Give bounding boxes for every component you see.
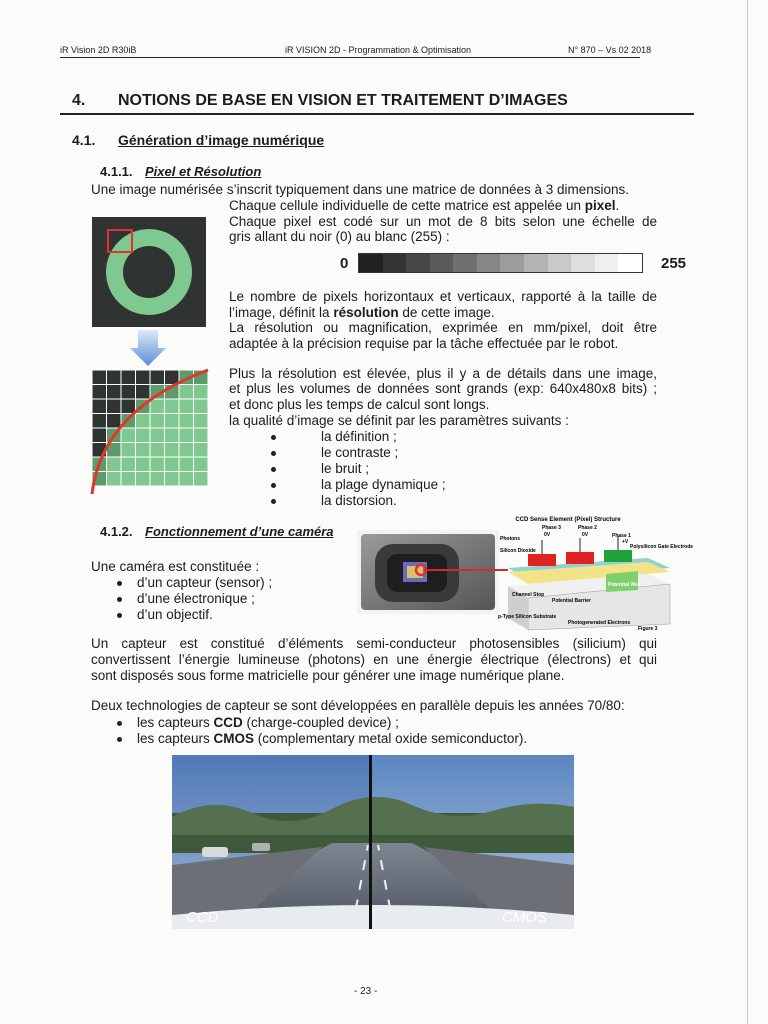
pixel-cell: [179, 399, 194, 414]
header-rule: [60, 57, 640, 58]
chapter-rule: [60, 113, 694, 115]
cmos-label: CMOS: [502, 909, 547, 926]
section-title: Génération d’image numérique: [118, 132, 325, 148]
pixel-cell: [194, 385, 209, 400]
pixel-cell: [136, 428, 151, 443]
bullet: [117, 721, 122, 726]
pixel-cell: [165, 472, 180, 487]
ccd-label: CCD: [186, 909, 219, 926]
pixel-cell: [121, 472, 136, 487]
pixel-cell: [194, 472, 209, 487]
pixel-cell: [165, 399, 180, 414]
pixel-cell: [165, 428, 180, 443]
ccd-potential-barrier: Potential Barrier: [552, 598, 591, 604]
ccd-figure: Figure 3: [638, 626, 658, 632]
pixel-cell: [150, 428, 165, 443]
connector-line: [424, 569, 508, 571]
sub2-p1-l2: convertissent l’énergie lumineuse (photons) en une énergie électrique (électrons) et qui: [91, 652, 657, 667]
bullet: [117, 737, 122, 742]
zoom-arrow-icon: [130, 330, 166, 366]
pixel-cell: [121, 457, 136, 472]
param-item: le contraste ;: [321, 445, 399, 460]
ccd-phase1: Phase 1: [612, 533, 631, 539]
part-item: d’un objectif.: [137, 607, 213, 622]
part-item: d’un capteur (sensor) ;: [137, 575, 273, 590]
pixel-cell: [179, 385, 194, 400]
pixel-cell: [107, 414, 122, 429]
page-edge: [747, 0, 748, 1024]
pixel-cell: [165, 414, 180, 429]
chapter-number: 4.: [72, 92, 86, 109]
sub1-title: Pixel et Résolution: [145, 164, 262, 179]
tech-item-cmos: les capteurs CMOS (complementary metal oxide semiconductor).: [137, 731, 528, 746]
pixel-cell: [92, 399, 107, 414]
ccd-channel-stop: Channel Stop: [512, 592, 545, 598]
pixel-cell: [194, 443, 209, 458]
sub1-p3-l1: La résolution ou magnification, exprimée en mm/pixel, doit être: [229, 320, 657, 335]
ccd-polysilicon: Polysilicon Gate Electrode: [630, 544, 694, 550]
header-left: iR Vision 2D R30iB: [60, 45, 137, 55]
chapter-title: NOTIONS DE BASE EN VISION ET TRAITEMENT D’IMAGES: [118, 92, 568, 109]
ccd-phase3: Phase 3: [542, 525, 561, 531]
pixel-cell: [92, 370, 107, 385]
ccd-vplus: +V: [622, 539, 629, 545]
ccd-v0a: 0V: [544, 532, 551, 538]
bullet: [117, 597, 122, 602]
param-item: le bruit ;: [321, 461, 370, 476]
sub2-intro: Une caméra est constituée :: [91, 559, 260, 574]
pixel-cell: [107, 385, 122, 400]
param-item: la distorsion.: [321, 493, 397, 508]
pixel-cell: [150, 399, 165, 414]
pixel-cell: [121, 399, 136, 414]
ccd-phase2: Phase 2: [578, 525, 597, 531]
bullet: [271, 451, 276, 456]
param-item: la définition ;: [321, 429, 397, 444]
ccd-substrate: p-Type Silicon Substrate: [498, 614, 557, 620]
bullet: [271, 499, 276, 504]
header-right: N° 870 – Vs 02 2018: [568, 45, 652, 55]
part-item: d’une électronique ;: [137, 591, 255, 606]
sub2-p1-l1: Un capteur est constitué d’éléments semi-conducteur photosensibles (silicium) qui: [91, 636, 657, 651]
header-center: iR VISION 2D - Programmation & Optimisation: [285, 45, 472, 55]
ccd-electrons: Photogenerated Electrons: [568, 620, 631, 626]
sub1-p1-l3: gris allant du noir (0) au blanc (255) :: [229, 229, 450, 244]
sub1-p4-l1: Plus la résolution est élevée, plus il y a de détails dans une image,: [229, 366, 657, 381]
sub1-p4-l3: et donc plus les temps de calcul sont longs.: [229, 397, 490, 412]
pixel-ring-image: [92, 217, 206, 327]
ccd-cmos-comparison-photo: [172, 755, 574, 929]
pixel-cell: [136, 472, 151, 487]
pixel-cell: [92, 385, 107, 400]
sub1-p2-l1: Le nombre de pixels horizontaux et verticaux, rapporté à la taille de: [229, 289, 657, 304]
pixel-cell: [92, 414, 107, 429]
scale-min-label: 0: [340, 255, 349, 272]
sub1-p2-l2: l’image, définit la résolution de cette image.: [229, 305, 495, 320]
pixel-cell: [194, 414, 209, 429]
sub1-p1-l2: Chaque pixel est codé sur un mot de 8 bits selon une échelle de: [229, 214, 657, 229]
bullet: [271, 435, 276, 440]
pixel-cell: [136, 370, 151, 385]
pixel-cell: [107, 457, 122, 472]
pixel-cell: [179, 414, 194, 429]
pixel-cell: [121, 443, 136, 458]
pixel-cell: [121, 370, 136, 385]
sub1-p4-l4: la qualité d’image se définit par les paramètres suivants :: [229, 413, 569, 428]
bullet: [271, 467, 276, 472]
pixel-cell: [136, 414, 151, 429]
pixel-cell: [121, 428, 136, 443]
pixel-cell: [121, 385, 136, 400]
ccd-photons: Photons: [500, 536, 520, 542]
section-number: 4.1.: [72, 132, 96, 148]
grayscale-bar: [358, 253, 643, 273]
ccd-structure-diagram: [498, 512, 694, 636]
pixel-cell: [107, 472, 122, 487]
sub1-p3-l2: adaptée à la précision requise par la tâche effectuée par le robot.: [229, 336, 619, 351]
pixel-cell: [194, 428, 209, 443]
pixel-cell: [150, 370, 165, 385]
bullet: [117, 581, 122, 586]
pixel-cell: [179, 457, 194, 472]
page-number: - 23 -: [354, 986, 378, 997]
bullet: [117, 613, 122, 618]
sub1-p4-l2: et plus les volumes de données sont grands (exp: 640x480x8 bits) ;: [229, 381, 657, 396]
pixel-cell: [179, 428, 194, 443]
sub2-p2: Deux technologies de capteur se sont développées en parallèle depuis les années 70/80:: [91, 698, 625, 713]
sub2-p1-l3: sont disposés sous forme matricielle pour générer une image numérique plane.: [91, 668, 565, 683]
pixel-cell: [194, 399, 209, 414]
pixel-cell: [136, 385, 151, 400]
pixel-cell: [179, 443, 194, 458]
pixel-grid-zoom: [92, 370, 208, 494]
camera-sensor-photo: [357, 530, 499, 614]
pixel-cell: [136, 457, 151, 472]
sub2-title: Fonctionnement d’une caméra: [145, 524, 334, 539]
bullet: [271, 483, 276, 488]
pixel-cell: [150, 414, 165, 429]
pixel-cell: [194, 457, 209, 472]
scale-max-label: 255: [661, 255, 687, 272]
sub1-intro: Une image numérisée s’inscrit typiquement dans une matrice de données à 3 dimensions.: [91, 182, 630, 197]
ccd-v0b: 0V: [582, 532, 589, 538]
pixel-cell: [150, 472, 165, 487]
pixel-cell: [107, 399, 122, 414]
pixel-cell: [107, 370, 122, 385]
tech-item-ccd: les capteurs CCD (charge-coupled device) ;: [137, 715, 399, 730]
ccd-silicon-dioxide: Silicon Dioxide: [500, 548, 536, 554]
pixel-cell: [92, 428, 107, 443]
sub2-number: 4.1.2.: [100, 524, 133, 539]
pixel-cell: [150, 457, 165, 472]
param-item: la plage dynamique ;: [321, 477, 446, 492]
sub1-p1-l1: Chaque cellule individuelle de cette matrice est appelée un pixel.: [229, 198, 620, 213]
pixel-cell: [179, 472, 194, 487]
pixel-cell: [136, 443, 151, 458]
pixel-cell: [165, 443, 180, 458]
pixel-cell: [165, 457, 180, 472]
pixel-cell: [150, 443, 165, 458]
ccd-title: CCD Sense Element (Pixel) Structure: [515, 517, 621, 523]
sub1-number: 4.1.1.: [100, 164, 133, 179]
ccd-potential-well: Potential Well: [608, 582, 641, 588]
